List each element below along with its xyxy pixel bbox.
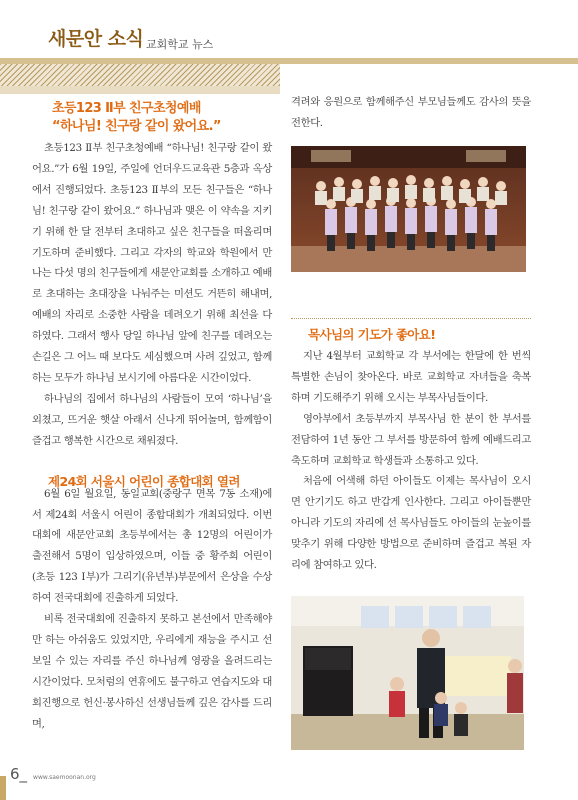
group-photo-illustration — [291, 146, 526, 272]
article2-paragraph: 6월 6일 월요일, 동일교회(중랑구 면목 7동 소재)에서 제24회 서울시 어린이 종합대회가 개최되었다. 이번 대회에 새문안교회 초등부에서는 총 12명의 어린이가 출전해서 5명이 입상하였으며, 이들 중 황주희 어린이(초등 123 Ⅰ부)가 그리기(유년부)부문에서 은상을 수상하여 전국대회에 진출하게 되었다. — [32, 487, 272, 605]
article1-heading-line2: “하나님! 친구랑 같이 왔어요.” — [52, 119, 221, 134]
article3-paragraph: 지난 4월부터 교회학교 각 부서에는 한달에 한 번씩 특별한 손님이 찾아온다. 바로 교회학교 자녀들을 축복하며 기도해주기 위해 오시는 부목사님들이다. — [291, 350, 531, 404]
pastor-photo — [291, 596, 524, 750]
page-number-separator: _ — [19, 765, 28, 783]
footer-accent-bar — [0, 776, 6, 800]
article1-paragraph: 하나님의 집에서 하나님의 사람들이 모여 ‘하나님’을 외쳤고, 뜨거운 햇살 아래서 신나게 뛰어놀며, 함께함이 즐겁고 행복한 시간으로 채워졌다. — [32, 392, 272, 447]
decorative-stripe — [0, 64, 280, 86]
left-column — [32, 138, 272, 734]
section-title: 새문안 소식 — [48, 28, 144, 50]
article3-paragraph: 처음에 어색해 하던 아이들도 이제는 목사님이 오시면 안기기도 하고 반갑게 인사한다. 그리고 아이들뿐만 아니라 기도의 자리에 선 목사님들도 아이들의 눈높이를 맞추기 위해 다양한 방법으로 준비하며 즐겁고 복된 자리에 참여하고 있다. — [291, 475, 531, 572]
decorative-band — [0, 86, 280, 94]
article3-divider — [291, 318, 531, 319]
article2-heading: 제24회 서울시 어린이 종합대회 열려 — [48, 474, 240, 489]
pastor-photo-illustration — [291, 596, 524, 750]
section-subtitle: 교회학교 뉴스 — [146, 38, 214, 51]
group-photo — [291, 146, 526, 272]
page-header — [0, 0, 578, 64]
article2-continuation: 격려와 응원으로 함께해주신 부모님들께도 감사의 뜻을 전한다. — [291, 96, 531, 129]
right-column-top — [291, 92, 531, 134]
article3-heading: 목사님의 기도가 좋아요! — [308, 327, 436, 342]
article3-paragraph: 영아부에서 초등부까지 부목사님 한 분이 한 부서를 전담하여 1년 동안 그 부서를 방문하여 함께 예배드리고 축도하며 교회학교 학생들과 소통하고 있다. — [291, 412, 531, 467]
article1-heading-line1: 초등123 Ⅱ부 친구초청예배 — [52, 101, 201, 116]
right-column-article3 — [291, 346, 531, 576]
page-footer — [10, 764, 96, 783]
article2-paragraph: 비록 전국대회에 진출하지 못하고 본선에서 만족해야만 하는 아쉬움도 있었지만, 우리에게 재능을 주시고 선보일 수 있는 자리를 주신 하나님께 영광을 올려드리는 시간이었다. 모처럼의 연휴에도 불구하고 연습지도와 대회진행으로 헌신·봉사하신 선생님들께 깊은 감사를 드리며, — [32, 613, 272, 730]
article1-paragraph: 초등123 Ⅱ부 친구초청예배 “하나님! 친구랑 같이 왔어요.”가 6월 19일, 주일에 언더우드교육관 5층과 옥상에서 진행되었다. 초등123 Ⅱ부의 모든 친구들은 “하나님! 친구랑 같이 왔어요.” 하나님과 맺은 이 약속을 지키기 위해 한 달 전부터 초대하고 싶은 친구들을 떠올리며 기도하며 준비했다. 그리고 각자의 학교와 학원에서 만나는 다섯 명의 친구들에게 새문안교회를 소개하고 예배로 초대하는 초대장을 나눠주는 미션도 거뜬히 해내며, 예배의 자리로 소중한 사람을 데려오기 위해 최선을 다하였다. 그래서 행사 당일 하나님 앞에 친구를 데려오는 손길은 그 어느 때 보다도 세심했으며 사려 깊었고, 함께하는 모두가 하나님 보시기에 아름다운 시간이었다. — [32, 142, 272, 384]
page-number: 6 — [10, 765, 20, 783]
footer-url: www.saemoonan.org — [33, 774, 96, 781]
